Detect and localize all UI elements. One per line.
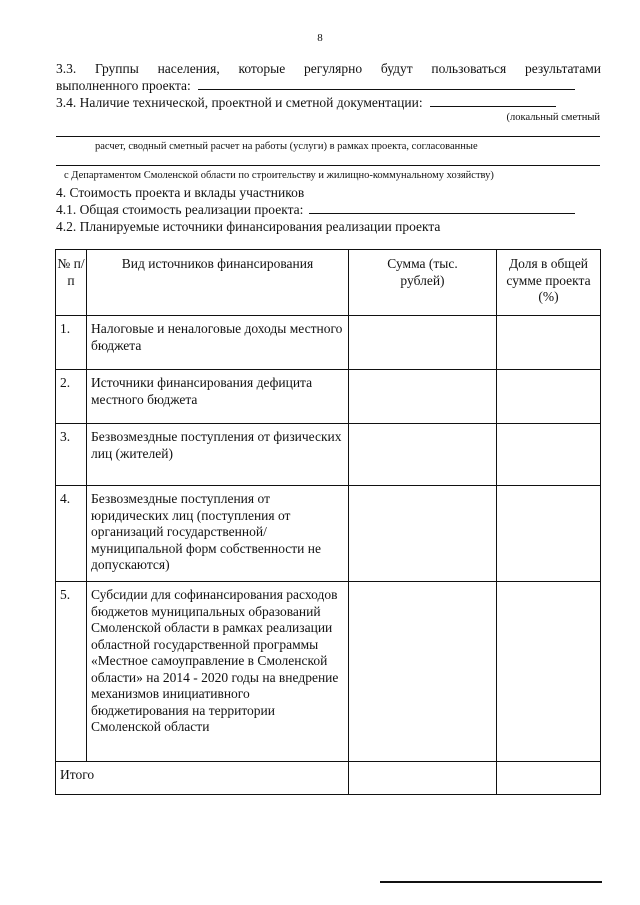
population-groups-field[interactable] [198, 77, 575, 90]
header-share: Доля в общей сумме проекта (%) [497, 250, 601, 316]
row-sum-cell[interactable] [349, 582, 497, 762]
header-source: Вид источников финансирования [87, 250, 349, 316]
row-sum-cell[interactable] [349, 424, 497, 486]
row-source: Источники финансирования дефицита местного бюджета [87, 370, 349, 424]
section-4-2-label: 4.2. Планируемые источники финансирования реализации проекта [56, 219, 441, 234]
row-share-cell[interactable] [497, 582, 601, 762]
section-3-3-label: выполненного проекта: [56, 78, 191, 93]
table-row [56, 486, 601, 582]
financing-table [55, 249, 601, 795]
total-share-cell[interactable] [497, 762, 601, 795]
table-row [56, 370, 601, 424]
row-share-cell[interactable] [497, 424, 601, 486]
section-3-4-label: 3.4. Наличие технической, проектной и сметной документации: [56, 95, 423, 110]
total-cost-field[interactable] [309, 201, 575, 214]
section-3-4-line1 [56, 94, 556, 111]
section-4-1-label: 4.1. Общая стоимость реализации проекта: [56, 202, 304, 217]
table-header-row [56, 250, 601, 316]
header-sum: Сумма (тыс. рублей) [349, 250, 497, 316]
row-sum-cell[interactable] [349, 316, 497, 370]
row-sum-cell[interactable] [349, 486, 497, 582]
row-source: Безвозмездные поступления от юридических лиц (поступления от организаций государственной/муниципальной форм собственности не допускаются) [87, 486, 349, 582]
documentation-line-2[interactable] [56, 165, 600, 166]
table-total-row [56, 762, 601, 795]
row-num: 5. [56, 582, 87, 762]
section-3-3-line1: 3.3. Группы населения, которые регулярно будут пользоваться результатами [56, 61, 601, 76]
table-row [56, 316, 601, 370]
row-num: 4. [56, 486, 87, 582]
row-num: 3. [56, 424, 87, 486]
row-source: Налоговые и неналоговые доходы местного бюджета [87, 316, 349, 370]
documentation-line-1[interactable] [56, 136, 600, 137]
row-source: Безвозмездные поступления от физических лиц (жителей) [87, 424, 349, 486]
section-4-1-line [56, 201, 575, 218]
row-share-cell[interactable] [497, 370, 601, 424]
documentation-hint-1: (локальный сметный [506, 112, 600, 123]
table-row [56, 582, 601, 762]
header-num: № п/п [56, 250, 87, 316]
row-sum-cell[interactable] [349, 370, 497, 424]
row-share-cell[interactable] [497, 486, 601, 582]
documentation-hint-3: с Департаментом Смоленской области по строительству и жилищно-коммунальному хозяйству) [64, 170, 494, 181]
total-sum-cell[interactable] [349, 762, 497, 795]
row-num: 1. [56, 316, 87, 370]
page-number: 8 [317, 32, 323, 44]
row-source: Субсидии для софинансирования расходов бюджетов муниципальных образований Смоленской области в рамках реализации областной государственной программы «Местное самоуправление в Смоленской области» на 2014 - 2020 годы на внедрение механизмов инициативного бюджетирования на территории Смоленской области [87, 582, 349, 762]
section-4-title: 4. Стоимость проекта и вклады участников [56, 185, 305, 200]
section-3-3-line2 [56, 77, 575, 94]
row-num: 2. [56, 370, 87, 424]
total-label: Итого [56, 762, 349, 795]
table-row [56, 424, 601, 486]
signature-line[interactable] [380, 881, 602, 883]
documentation-field[interactable] [430, 94, 556, 107]
row-share-cell[interactable] [497, 316, 601, 370]
documentation-hint-2: расчет, сводный сметный расчет на работы (услуги) в рамках проекта, согласованные [95, 141, 478, 152]
